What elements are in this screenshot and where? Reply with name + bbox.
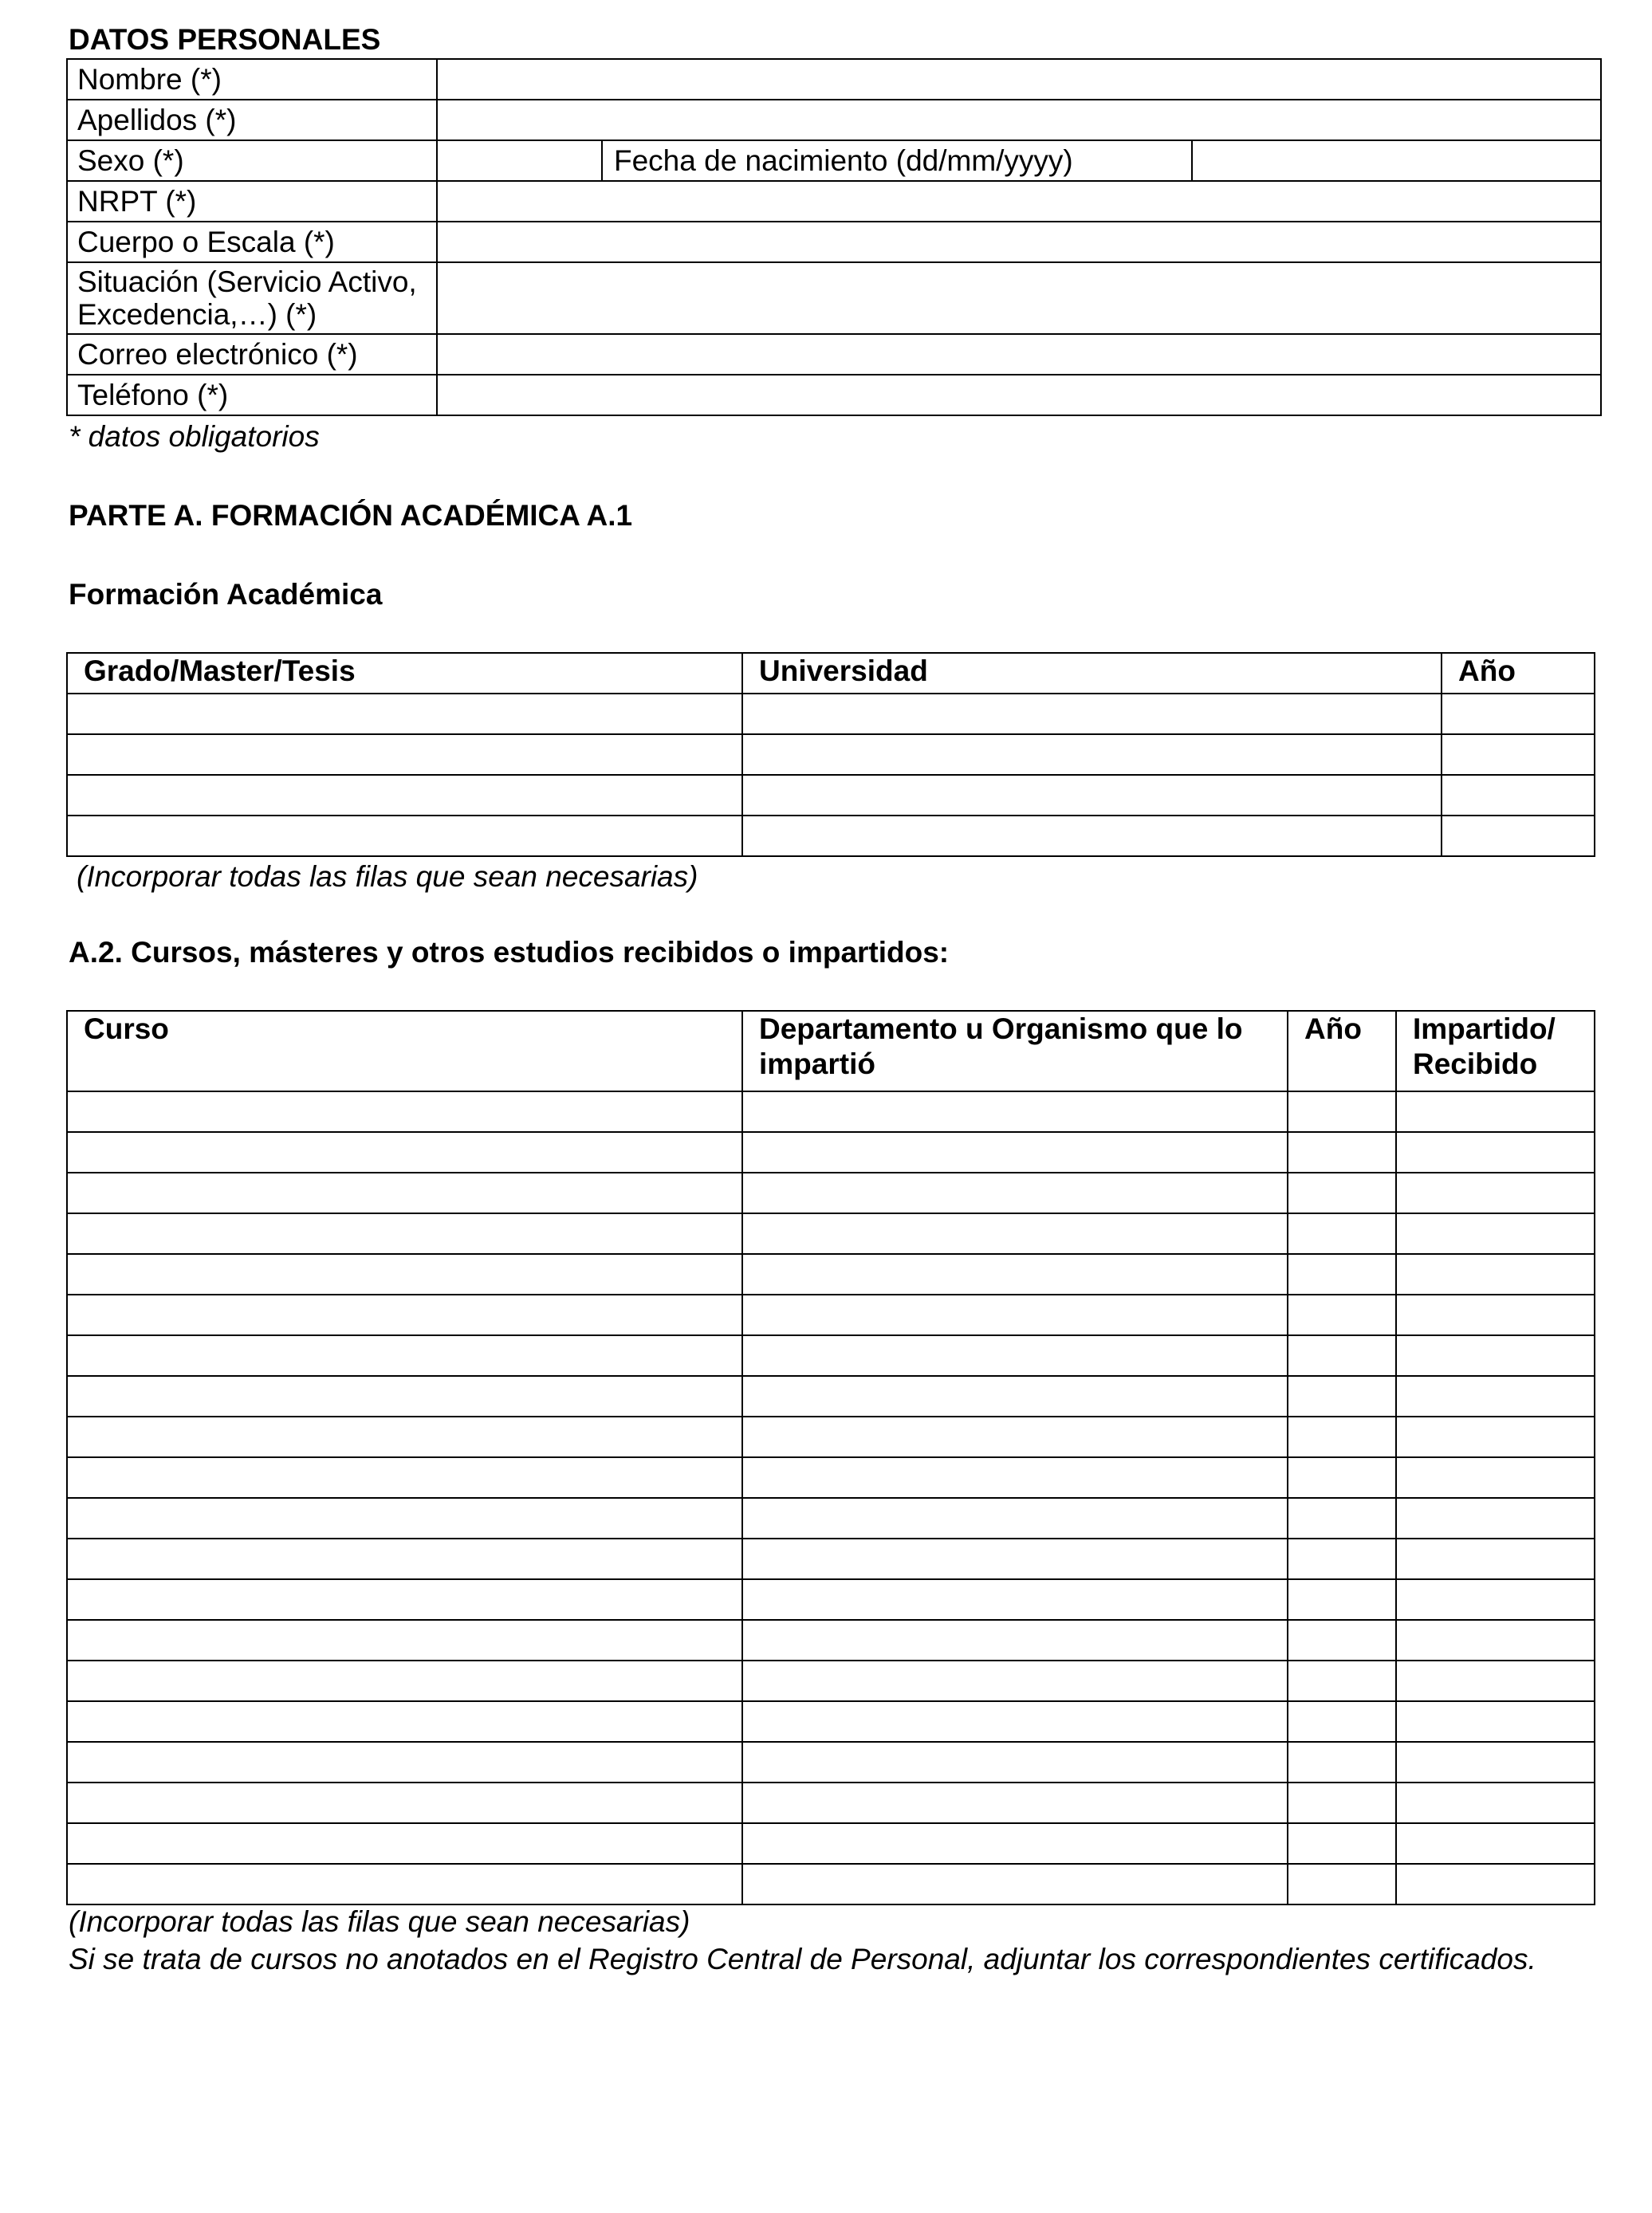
table-cell-input[interactable] — [67, 1295, 742, 1335]
table-cell-input[interactable] — [1442, 694, 1595, 734]
table-cell-input[interactable] — [742, 1295, 1288, 1335]
table-cell-input[interactable] — [67, 1376, 742, 1417]
table-row — [67, 59, 1601, 100]
table-cell-input[interactable] — [1396, 1661, 1595, 1701]
table-cell-input[interactable] — [742, 734, 1442, 775]
table-cell-input[interactable] — [1396, 1701, 1595, 1742]
table-cell-input[interactable] — [1288, 1498, 1396, 1539]
table-row — [67, 1742, 1595, 1783]
required-footnote: * datos obligatorios — [69, 420, 320, 453]
table-header-row — [67, 653, 1595, 694]
table-row — [67, 222, 1601, 262]
table-cell-input[interactable] — [1288, 1295, 1396, 1335]
table-row — [67, 694, 1595, 734]
cursos-table — [66, 1010, 1595, 1905]
table-row — [67, 1661, 1595, 1701]
table-cell-input[interactable] — [1288, 1661, 1396, 1701]
table-cell-input[interactable] — [742, 1254, 1288, 1295]
table-cell-input[interactable] — [67, 1579, 742, 1620]
table-cell-input[interactable] — [1442, 775, 1595, 816]
table-row — [67, 1701, 1595, 1742]
incorporar-filas-note: (Incorporar todas las filas que sean necesarias) — [77, 860, 698, 893]
table-cell-input[interactable] — [742, 1498, 1288, 1539]
table-row — [67, 1132, 1595, 1173]
table-cell-input[interactable] — [67, 1213, 742, 1254]
table-cell-input[interactable] — [742, 1457, 1288, 1498]
column-header: Curso — [67, 1011, 742, 1091]
table-cell-input[interactable] — [1288, 1620, 1396, 1661]
table-cell-input[interactable] — [742, 1335, 1288, 1376]
table-cell-input[interactable] — [742, 1783, 1288, 1823]
table-cell-input[interactable] — [742, 1864, 1288, 1904]
table-cell-input[interactable] — [1396, 1417, 1595, 1457]
table-cell-input[interactable] — [742, 1661, 1288, 1701]
table-cell-input[interactable] — [67, 1091, 742, 1132]
table-cell-input[interactable] — [1396, 1335, 1595, 1376]
table-row — [67, 1254, 1595, 1295]
a2-heading: A.2. Cursos, másteres y otros estudios recibidos o impartidos: — [69, 936, 950, 969]
personal-data-table — [66, 58, 1602, 416]
table-row — [67, 100, 1601, 140]
table-cell-input[interactable] — [1396, 1254, 1595, 1295]
table-row — [67, 816, 1595, 856]
table-cell-input[interactable] — [67, 1498, 742, 1539]
field-label: Nombre (*) — [67, 59, 437, 100]
table-cell-input[interactable] — [67, 1132, 742, 1173]
table-cell-input[interactable] — [742, 1132, 1288, 1173]
table-cell-input[interactable] — [1396, 1091, 1595, 1132]
table-cell-input[interactable] — [1396, 1213, 1595, 1254]
incorporar-filas-note: (Incorporar todas las filas que sean necesarias) — [69, 1905, 690, 1938]
field-label: Correo electrónico (*) — [67, 334, 437, 375]
fecha-nacimiento-input[interactable] — [1192, 140, 1601, 181]
table-cell-input[interactable] — [742, 1417, 1288, 1457]
table-cell-input[interactable] — [742, 1620, 1288, 1661]
formacion-academica-table — [66, 652, 1595, 857]
table-cell-input[interactable] — [742, 816, 1442, 856]
table-cell-input[interactable] — [742, 1539, 1288, 1579]
nombre-input[interactable] — [437, 59, 1601, 100]
table-cell-input[interactable] — [1288, 1335, 1396, 1376]
table-row — [67, 1579, 1595, 1620]
table-cell-input[interactable] — [1288, 1742, 1396, 1783]
column-header: Año — [1442, 653, 1595, 694]
table-cell-input[interactable] — [67, 1254, 742, 1295]
table-cell-input[interactable] — [1396, 1457, 1595, 1498]
table-row — [67, 734, 1595, 775]
table-row — [67, 1823, 1595, 1864]
column-header: Impartido/ Recibido — [1396, 1011, 1595, 1091]
field-label: Apellidos (*) — [67, 100, 437, 140]
table-header-row — [67, 1011, 1595, 1091]
table-cell-input[interactable] — [1288, 1091, 1396, 1132]
table-cell-input[interactable] — [742, 1213, 1288, 1254]
table-cell-input[interactable] — [742, 1742, 1288, 1783]
datos-personales-heading: DATOS PERSONALES — [69, 23, 381, 56]
table-cell-input[interactable] — [67, 1783, 742, 1823]
parte-a-heading: PARTE A. FORMACIÓN ACADÉMICA A.1 — [69, 499, 633, 532]
certificados-note: Si se trata de cursos no anotados en el Registro Central de Personal, adjuntar los correspondientes certificados. — [69, 1943, 1536, 1975]
table-cell-input[interactable] — [1396, 1742, 1595, 1783]
column-header: Departamento u Organismo que lo impartió — [742, 1011, 1288, 1091]
sexo-input[interactable] — [437, 140, 602, 181]
table-row — [67, 1091, 1595, 1132]
table-cell-input[interactable] — [67, 1620, 742, 1661]
table-cell-input[interactable] — [1288, 1579, 1396, 1620]
field-label: Sexo (*) — [67, 140, 437, 181]
column-header: Universidad — [742, 653, 1442, 694]
table-cell-input[interactable] — [1288, 1457, 1396, 1498]
table-row — [67, 1417, 1595, 1457]
table-cell-input[interactable] — [742, 775, 1442, 816]
table-cell-input[interactable] — [67, 1417, 742, 1457]
table-cell-input[interactable] — [1442, 816, 1595, 856]
table-cell-input[interactable] — [1396, 1620, 1595, 1661]
table-cell-input[interactable] — [67, 775, 742, 816]
table-row — [67, 1295, 1595, 1335]
table-cell-input[interactable] — [1288, 1254, 1396, 1295]
table-row — [67, 775, 1595, 816]
column-header: Grado/Master/Tesis — [67, 653, 742, 694]
table-cell-input[interactable] — [1396, 1498, 1595, 1539]
cuerpo-escala-input[interactable] — [437, 222, 1601, 262]
table-cell-input[interactable] — [1396, 1579, 1595, 1620]
table-cell-input[interactable] — [67, 1539, 742, 1579]
table-cell-input[interactable] — [67, 816, 742, 856]
table-cell-input[interactable] — [742, 1823, 1288, 1864]
table-cell-input[interactable] — [67, 1457, 742, 1498]
table-cell-input[interactable] — [1288, 1783, 1396, 1823]
table-cell-input[interactable] — [1396, 1864, 1595, 1904]
table-cell-input[interactable] — [1396, 1539, 1595, 1579]
table-cell-input[interactable] — [67, 1864, 742, 1904]
table-cell-input[interactable] — [1396, 1132, 1595, 1173]
table-cell-input[interactable] — [1396, 1295, 1595, 1335]
table-cell-input[interactable] — [67, 1823, 742, 1864]
table-cell-input[interactable] — [1442, 734, 1595, 775]
situacion-input[interactable] — [437, 262, 1601, 334]
table-cell-input[interactable] — [742, 694, 1442, 734]
field-label: Teléfono (*) — [67, 375, 437, 415]
table-cell-input[interactable] — [1288, 1864, 1396, 1904]
table-row — [67, 1498, 1595, 1539]
table-cell-input[interactable] — [1288, 1132, 1396, 1173]
table-cell-input[interactable] — [67, 734, 742, 775]
table-row — [67, 375, 1601, 415]
table-cell-input[interactable] — [67, 1173, 742, 1213]
table-row — [67, 140, 1601, 181]
field-label: Situación (Servicio Activo, Excedencia,…) (*) — [67, 262, 437, 334]
field-label: NRPT (*) — [67, 181, 437, 222]
table-cell-input[interactable] — [742, 1701, 1288, 1742]
column-header: Año — [1288, 1011, 1396, 1091]
table-body — [67, 1091, 1595, 1904]
table-row — [67, 334, 1601, 375]
email-input[interactable] — [437, 334, 1601, 375]
table-row — [67, 1335, 1595, 1376]
table-row — [67, 181, 1601, 222]
table-row — [67, 1620, 1595, 1661]
table-cell-input[interactable] — [742, 1091, 1288, 1132]
table-cell-input[interactable] — [742, 1579, 1288, 1620]
table-cell-input[interactable] — [67, 1742, 742, 1783]
table-row — [67, 1173, 1595, 1213]
table-cell-input[interactable] — [1288, 1213, 1396, 1254]
table-cell-input[interactable] — [1288, 1539, 1396, 1579]
field-label: Fecha de nacimiento (dd/mm/yyyy) — [602, 140, 1192, 181]
table-cell-input[interactable] — [1288, 1823, 1396, 1864]
table-row — [67, 262, 1601, 334]
table-cell-input[interactable] — [742, 1173, 1288, 1213]
table-row — [67, 1864, 1595, 1904]
table-row — [67, 1539, 1595, 1579]
table-cell-input[interactable] — [742, 1376, 1288, 1417]
nrpt-input[interactable] — [437, 181, 1601, 222]
table-row — [67, 1457, 1595, 1498]
table-row — [67, 1376, 1595, 1417]
table-row — [67, 1783, 1595, 1823]
table-row — [67, 1213, 1595, 1254]
apellidos-input[interactable] — [437, 100, 1601, 140]
table-cell-input[interactable] — [67, 694, 742, 734]
table-cell-input[interactable] — [1396, 1823, 1595, 1864]
table-cell-input[interactable] — [1288, 1701, 1396, 1742]
field-label: Cuerpo o Escala (*) — [67, 222, 437, 262]
table-cell-input[interactable] — [67, 1701, 742, 1742]
formacion-academica-heading: Formación Académica — [69, 578, 383, 611]
table-cell-input[interactable] — [1396, 1783, 1595, 1823]
table-cell-input[interactable] — [1288, 1376, 1396, 1417]
telefono-input[interactable] — [437, 375, 1601, 415]
table-cell-input[interactable] — [1288, 1417, 1396, 1457]
table-cell-input[interactable] — [1288, 1173, 1396, 1213]
table-cell-input[interactable] — [1396, 1376, 1595, 1417]
table-cell-input[interactable] — [67, 1661, 742, 1701]
table-body — [67, 694, 1595, 856]
table-cell-input[interactable] — [1396, 1173, 1595, 1213]
table-cell-input[interactable] — [67, 1335, 742, 1376]
